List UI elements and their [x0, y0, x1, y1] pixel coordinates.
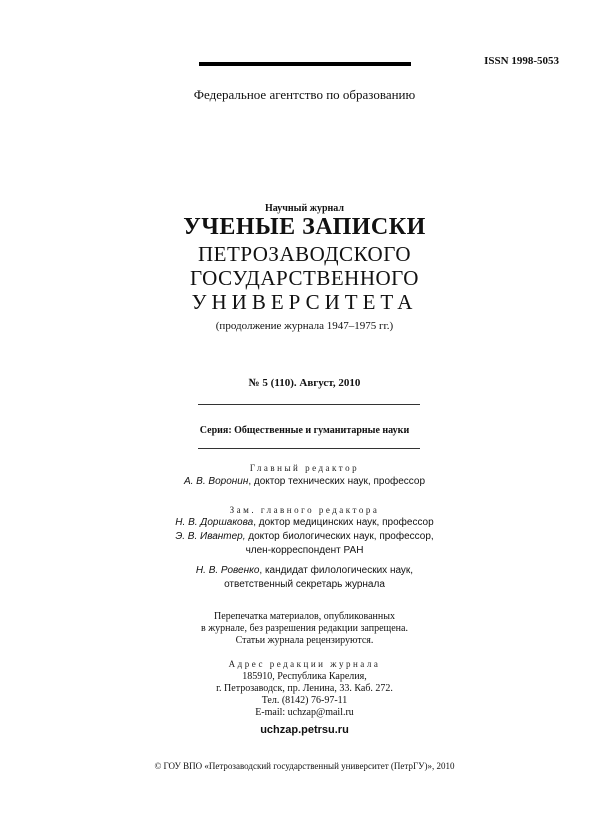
secretary-desc2: ответственный секретарь журнала	[224, 579, 385, 590]
agency-name: Федеральное агентство по образованию	[193, 87, 416, 102]
deputy-editor-2-desc2: член-корреспондент РАН	[245, 545, 364, 556]
notice-line2: в журнале, без разрешения редакции запрещена.	[201, 623, 408, 634]
journal-title-line2: ПЕТРОЗАВОДСКОГО	[198, 242, 411, 266]
chief-editor-desc: , доктор технических наук, профессор	[248, 476, 426, 487]
journal-title-line4: УНИВЕРСИТЕТА	[191, 290, 418, 314]
series-name: Серия: Общественные и гуманитарные науки	[199, 425, 410, 436]
secretary-line	[0, 564, 609, 577]
issue-number: № 5 (110). Август, 2010	[248, 377, 361, 389]
website-link[interactable]: uchzap.petrsu.ru	[260, 724, 349, 736]
chief-editor-label: Главный редактор	[249, 463, 360, 473]
top-rule	[199, 62, 411, 66]
notice-line1: Перепечатка материалов, опубликованных	[214, 611, 395, 622]
deputy-editor-label: Зам. главного редактора	[229, 505, 380, 515]
continuation-note: (продолжение журнала 1947–1975 гг.)	[215, 320, 394, 332]
address-label: Адрес редакции журнала	[228, 659, 381, 669]
address-line1: 185910, Республика Карелия,	[242, 671, 367, 682]
deputy-editor-2-line	[0, 530, 609, 543]
address-line2: г. Петрозаводск, пр. Ленина, 33. Каб. 272.	[216, 683, 393, 694]
deputy-editor-1-name: Н. В. Доршакова	[175, 517, 254, 528]
chief-editor-name: А. В. Воронин	[183, 476, 249, 487]
journal-title-line3: ГОСУДАРСТВЕННОГО	[190, 266, 419, 290]
issn-label: ISSN 1998-5053	[484, 55, 559, 67]
secretary-name: Н. В. Ровенко	[195, 565, 260, 576]
notice-line3: Статьи журнала рецензируются.	[235, 635, 374, 646]
deputy-editor-1-desc: , доктор медицинских наук, профессор	[253, 517, 434, 528]
deputy-editor-2-desc: доктор биологических наук, профессор,	[245, 531, 434, 542]
email: E-mail: uchzap@mail.ru	[255, 707, 354, 718]
deputy-editor-2-name: Э. В. Ивантер,	[175, 531, 246, 542]
phone: Тел. (8142) 76-97-11	[261, 695, 348, 706]
divider-bottom	[198, 448, 420, 449]
chief-editor-line	[0, 475, 609, 488]
deputy-editor-1-line	[0, 516, 609, 529]
journal-title-line1: УЧЕНЫЕ ЗАПИСКИ	[183, 214, 426, 240]
journal-type: Научный журнал	[264, 203, 344, 214]
divider-top	[198, 404, 420, 405]
copyright: © ГОУ ВПО «Петрозаводский государственный университет (ПетрГУ)», 2010	[154, 761, 455, 771]
secretary-desc: , кандидат филологических наук,	[259, 565, 414, 576]
